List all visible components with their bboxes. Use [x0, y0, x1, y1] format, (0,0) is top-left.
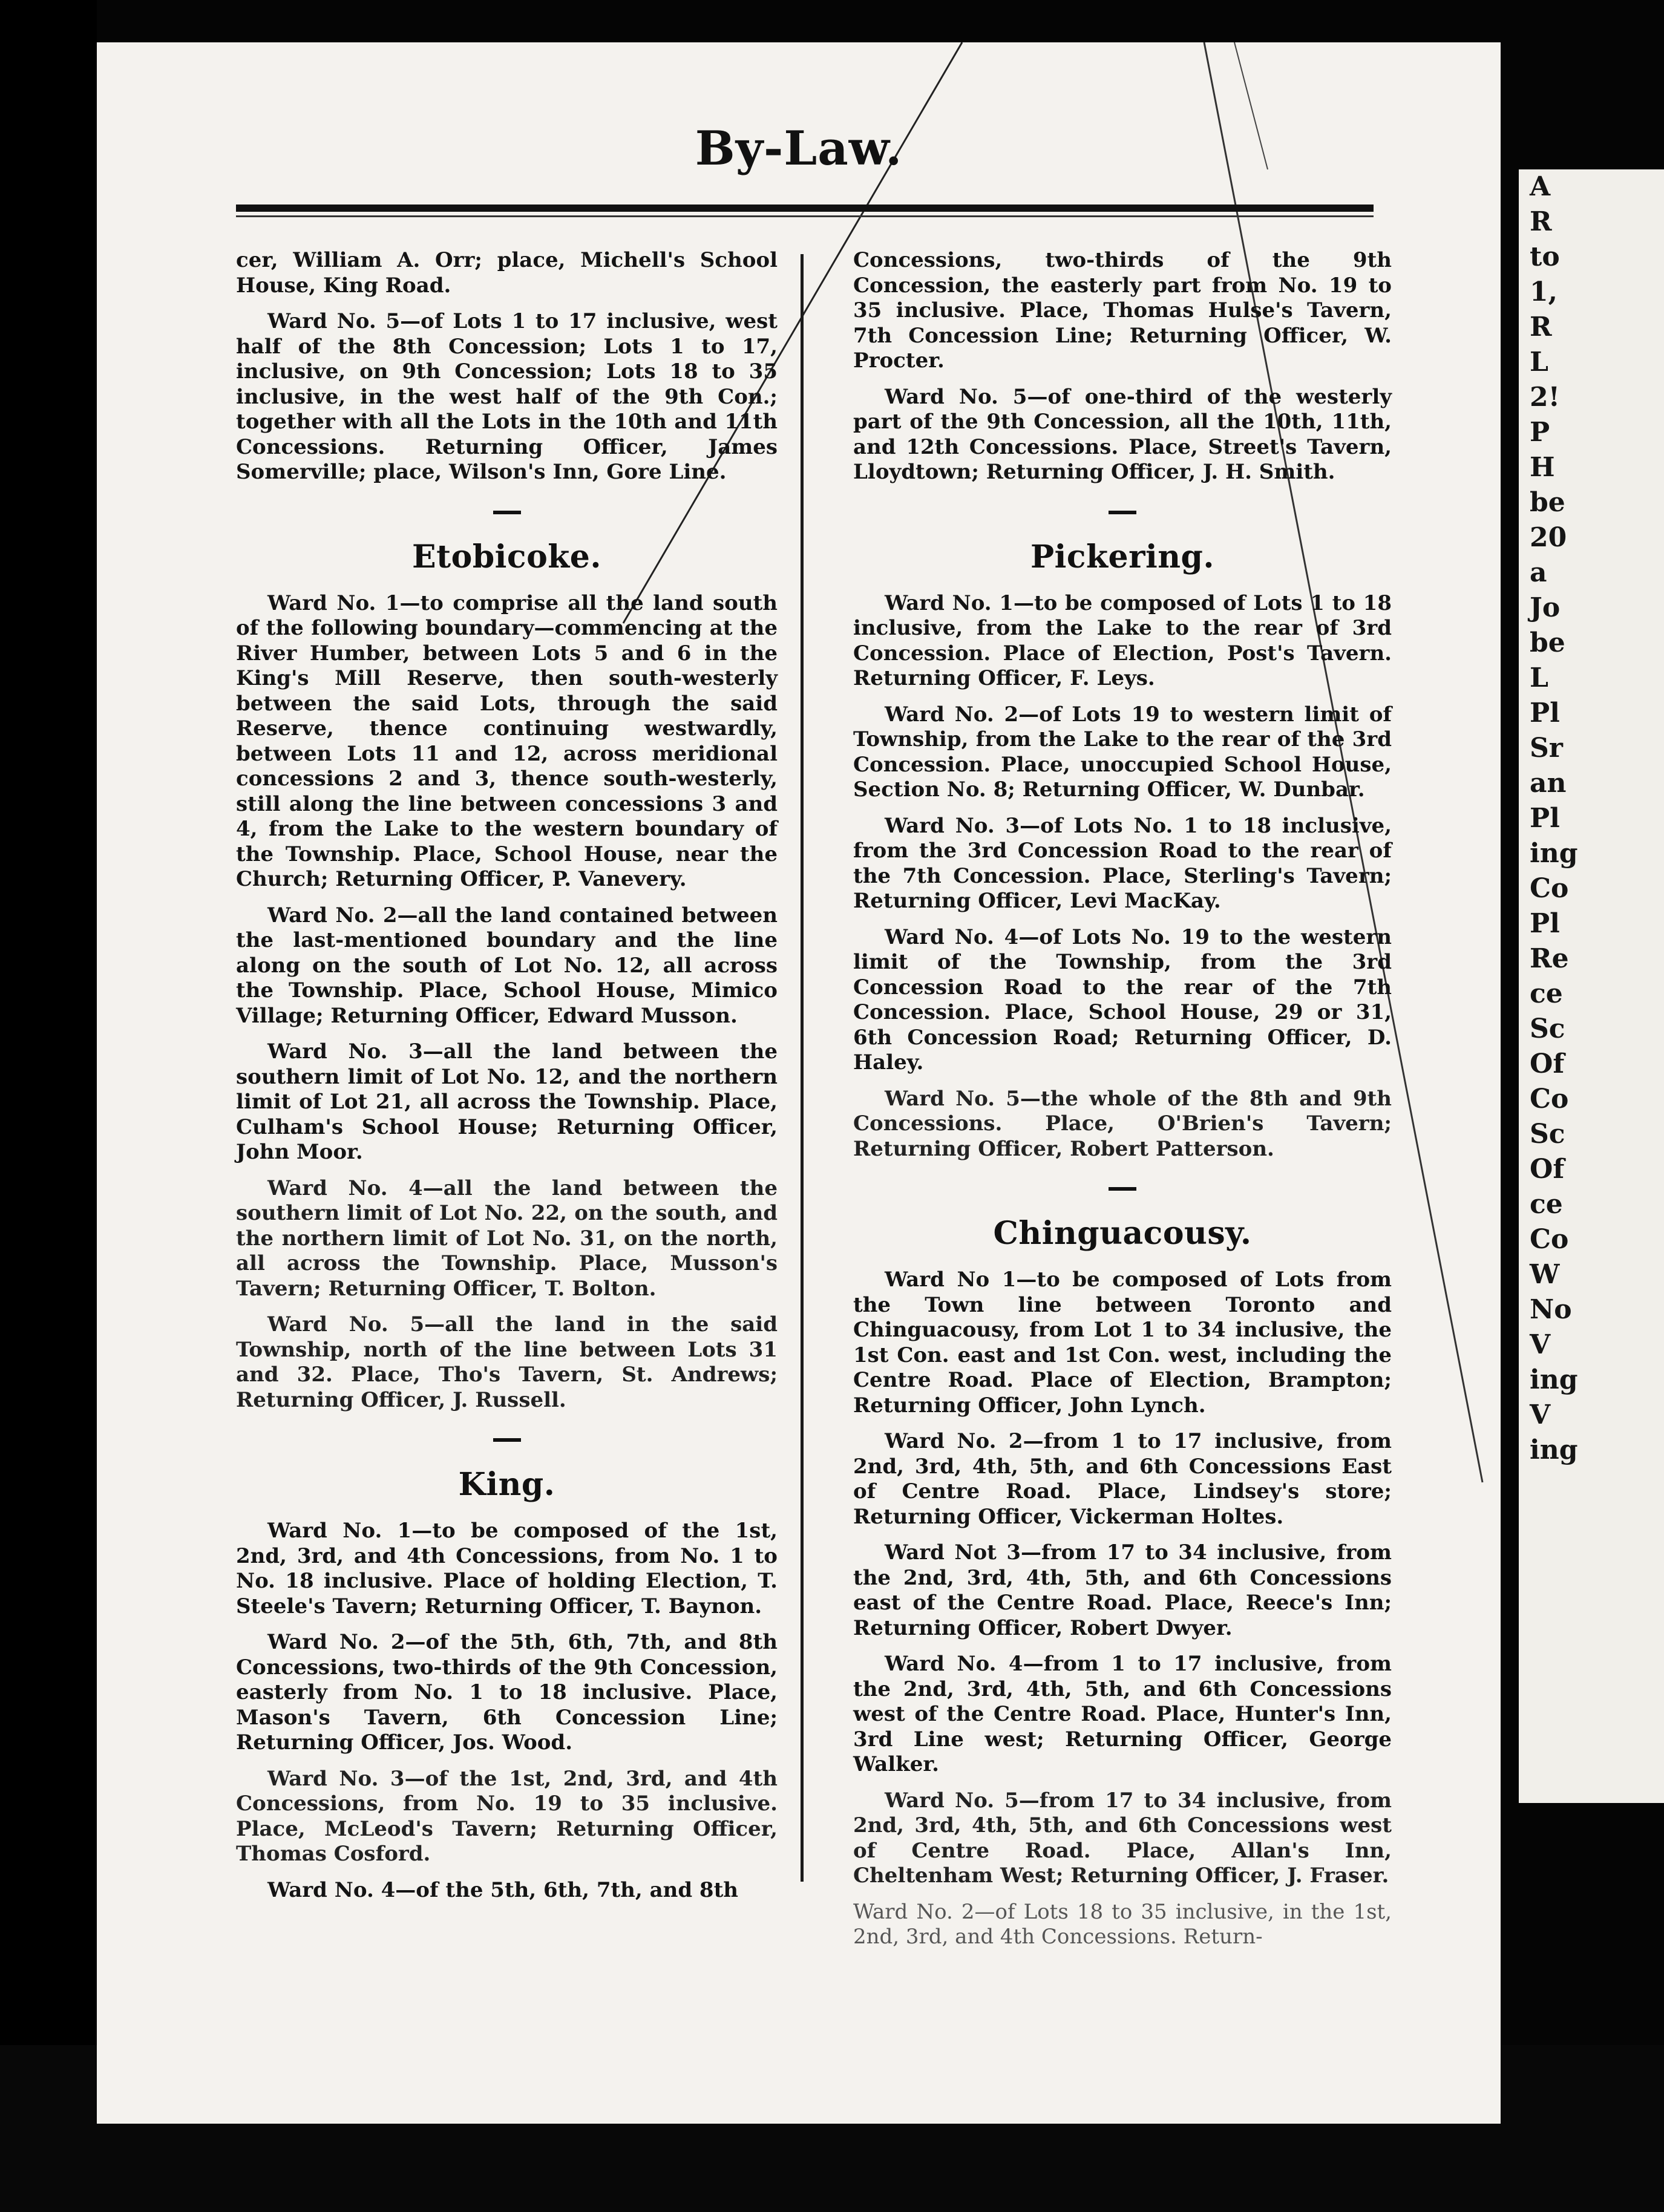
right-column: [853, 248, 1392, 1961]
edge-fragment: ing: [1530, 838, 1578, 869]
ward-paragraph: Ward No. 5—from 17 to 34 inclusive, from 2nd, 3rd, 4th, 5th, and 6th Concessions west of Centre Road. Place, Allan's Inn, Cheltenham West; Returning Officer, J. Fraser.: [853, 1788, 1392, 1888]
section-dash: [1109, 1187, 1136, 1191]
page-border-left: [0, 0, 97, 2212]
edge-fragment: Co: [1530, 1084, 1569, 1114]
edge-fragment: Sc: [1530, 1013, 1565, 1044]
ward-paragraph: Ward No. 4—of Lots No. 19 to the western limit of the Township, from the 3rd Concession Road to the rear of the 7th Concession. Place, School House, 29 or 31, 6th Concession Road; Returning Officer, D. Haley.: [853, 924, 1392, 1075]
edge-fragment: Re: [1530, 943, 1569, 974]
edge-fragment: ce: [1530, 1189, 1563, 1220]
ward-paragraph: Ward No. 4—of the 5th, 6th, 7th, and 8th: [267, 1877, 739, 1902]
edge-fragment: R: [1530, 206, 1552, 237]
edge-fragment: L: [1530, 663, 1548, 693]
adjacent-page-edge: [1519, 169, 1664, 1803]
ward-paragraph: Ward No. 5—the whole of the 8th and 9th Concessions. Place, O'Brien's Tavern; Returning Officer, Robert Patterson.: [853, 1086, 1392, 1161]
left-column: [236, 248, 778, 1914]
edge-fragment: to: [1530, 241, 1560, 272]
edge-fragment: Co: [1530, 1224, 1569, 1255]
ward-paragraph: Ward No. 4—all the land between the southern limit of Lot No. 22, on the south, and the northern limit of Lot No. 31, on the north, all across the Township. Place, Musson's Tavern; Returning Officer, T. Bolton.: [236, 1176, 778, 1301]
title-rule: [236, 205, 1374, 212]
edge-fragment: Pl: [1530, 803, 1560, 834]
edge-fragment: W: [1530, 1259, 1560, 1290]
edge-fragment: Of: [1530, 1154, 1565, 1185]
edge-fragment: 2!: [1530, 382, 1560, 413]
edge-fragment: an: [1530, 768, 1567, 799]
edge-fragment: Pl: [1530, 698, 1560, 728]
column-divider: [801, 254, 804, 1882]
edge-fragment: be: [1530, 487, 1565, 518]
edge-fragment: Pl: [1530, 908, 1560, 939]
edge-fragment: Jo: [1530, 592, 1561, 623]
ward-paragraph: Ward No. 1—to comprise all the land south of the following boundary—commencing at the River Humber, between Lots 5 and 6 in the King's Mill Reserve, then south-westerly between the said Lots, through the said Reserve, thence continuing westwardly, between Lots 11 and 12, across meridional concessions 2 and 3, thence south-westerly, still along the line between concessions 3 and 4, from the Lake to the western boundary of the Township. Place, School House, near the Church; Returning Officer, P. Vanevery.: [236, 591, 778, 891]
section-dash: [493, 1438, 521, 1442]
edge-fragment: ce: [1530, 978, 1563, 1009]
edge-fragment: be: [1530, 627, 1565, 658]
paragraph: Ward No. 5—of Lots 1 to 17 inclusive, west half of the 8th Concession; Lots 1 to 17, inclusive, on 9th Concession; Lots 18 to 35 inclusive, in the west half of the 9th Con.; together with all the Lots in the 10th and 11th Concessions. Returning Officer, James Somerville; place, Wilson's Inn, Gore Line.: [236, 309, 778, 484]
newspaper-page: [97, 42, 1501, 2124]
bleed-through-text: Ward No. 2—of Lots 18 to 35 inclusive, in the 1st, 2nd, 3rd, and 4th Concessions. Return-: [853, 1899, 1392, 1949]
edge-fragment: No: [1530, 1294, 1572, 1325]
edge-fragment: ing: [1530, 1435, 1578, 1465]
ward-paragraph: Ward No 1—to be composed of Lots from the Town line between Toronto and Chinguacousy, from Lot 1 to 34 inclusive, the 1st Con. east and 1st Con. west, including the Centre Road. Place of Election, Brampton; Returning Officer, John Lynch.: [853, 1268, 1392, 1418]
edge-fragment: V: [1530, 1399, 1551, 1430]
edge-fragment: ing: [1530, 1364, 1578, 1395]
edge-fragment: Sc: [1530, 1119, 1565, 1150]
ward-paragraph: Ward No. 2—of the 5th, 6th, 7th, and 8th Concessions, two-thirds of the 9th Concession, easterly from No. 1 to 18 inclusive. Place, Mason's Tavern, 6th Concession Line; Returning Officer, Jos. Wood.: [236, 1630, 778, 1755]
edge-fragment: P: [1530, 417, 1550, 448]
ward-paragraph: Ward No. 2—of Lots 19 to western limit of Township, from the Lake to the rear of the 3rd Concession. Place, unoccupied School House, Section No. 8; Returning Officer, W. Dunbar.: [853, 702, 1392, 802]
ward-paragraph: Ward No. 2—from 1 to 17 inclusive, from 2nd, 3rd, 4th, 5th, and 6th Concessions East of Centre Road. Place, Lindsey's store; Returning Officer, Vickerman Holtes.: [853, 1429, 1392, 1529]
ward-paragraph: Ward No. 2—all the land contained between the last-mentioned boundary and the line along on the south of Lot No. 12, all across the Township. Place, School House, Mimico Village; Returning Officer, Edward Musson.: [236, 903, 778, 1028]
edge-fragment: a: [1530, 557, 1547, 588]
section-heading-chinguacousy: Chinguacousy.: [993, 1215, 1252, 1252]
page-title: By-Law.: [695, 121, 903, 176]
paragraph: cer, William A. Orr; place, Michell's School House, King Road.: [236, 248, 778, 298]
title-rule-thin: [236, 215, 1374, 217]
ward-paragraph: Ward No. 3—all the land between the southern limit of Lot No. 12, and the northern limit of Lot 21, all across the Township. Place, Culham's School House; Returning Officer, John Moor.: [236, 1039, 778, 1164]
edge-fragment: V: [1530, 1329, 1551, 1360]
ward-paragraph: Ward No. 1—to be composed of Lots 1 to 18 inclusive, from the Lake to the rear of 3rd Concession. Place of Election, Post's Tavern. Returning Officer, F. Leys.: [853, 591, 1392, 690]
paragraph: Ward No. 5—of one-third of the westerly part of the 9th Concession, all the 10th, 11th, and 12th Concessions. Place, Street's Tavern, Lloydtown; Returning Officer, J. H. Smith.: [853, 384, 1392, 484]
edge-fragment: 1,: [1530, 276, 1558, 307]
section-dash: [493, 511, 521, 514]
ward-paragraph: Ward No. 3—of the 1st, 2nd, 3rd, and 4th Concessions, from No. 19 to 35 inclusive. Place, McLeod's Tavern; Returning Officer, Thomas Cosford.: [236, 1766, 778, 1866]
ward-paragraph: Ward Not 3—from 17 to 34 inclusive, from the 2nd, 3rd, 4th, 5th, and 6th Concessions east of the Centre Road. Place, Reece's Inn; Returning Officer, Robert Dwyer.: [853, 1540, 1392, 1640]
section-heading-pickering: Pickering.: [1030, 538, 1215, 575]
ward-paragraph: Ward No. 5—all the land in the said Township, north of the line between Lots 31 and 32. Place, Tho's Tavern, St. Andrews; Returning Officer, J. Russell.: [236, 1312, 778, 1412]
edge-fragment: 20: [1530, 522, 1567, 553]
ward-paragraph: Ward No. 4—from 1 to 17 inclusive, from the 2nd, 3rd, 4th, 5th, and 6th Concessions west of the Centre Road. Place, Hunter's Inn, 3rd Line west; Returning Officer, George Walker.: [853, 1652, 1392, 1776]
edge-fragment: A: [1530, 171, 1551, 202]
ward-paragraph: Ward No. 3—of Lots No. 1 to 18 inclusive, from the 3rd Concession Road to the rear of the 7th Concession. Place, Sterling's Tavern; Returning Officer, Levi MacKay.: [853, 813, 1392, 913]
section-heading-etobicoke: Etobicoke.: [411, 538, 601, 575]
ward-paragraph: Ward No. 1—to be composed of the 1st, 2nd, 3rd, and 4th Concessions, from No. 1 to No. 18 inclusive. Place of holding Election, T. Steele's Tavern; Returning Officer, T. Baynon.: [236, 1519, 778, 1618]
paragraph: Concessions, two-thirds of the 9th Concession, the easterly part from No. 19 to 35 inclusive. Place, Thomas Hulse's Tavern, 7th Concession Line; Returning Officer, W. Procter.: [853, 248, 1392, 373]
edge-fragment: R: [1530, 312, 1552, 342]
edge-fragment: H: [1530, 452, 1555, 483]
section-heading-king: King.: [458, 1466, 555, 1503]
edge-fragment: Of: [1530, 1049, 1565, 1079]
edge-fragment: Co: [1530, 873, 1569, 904]
edge-fragment: L: [1530, 347, 1548, 378]
edge-fragment: Sr: [1530, 733, 1563, 764]
section-dash: [1109, 511, 1136, 514]
